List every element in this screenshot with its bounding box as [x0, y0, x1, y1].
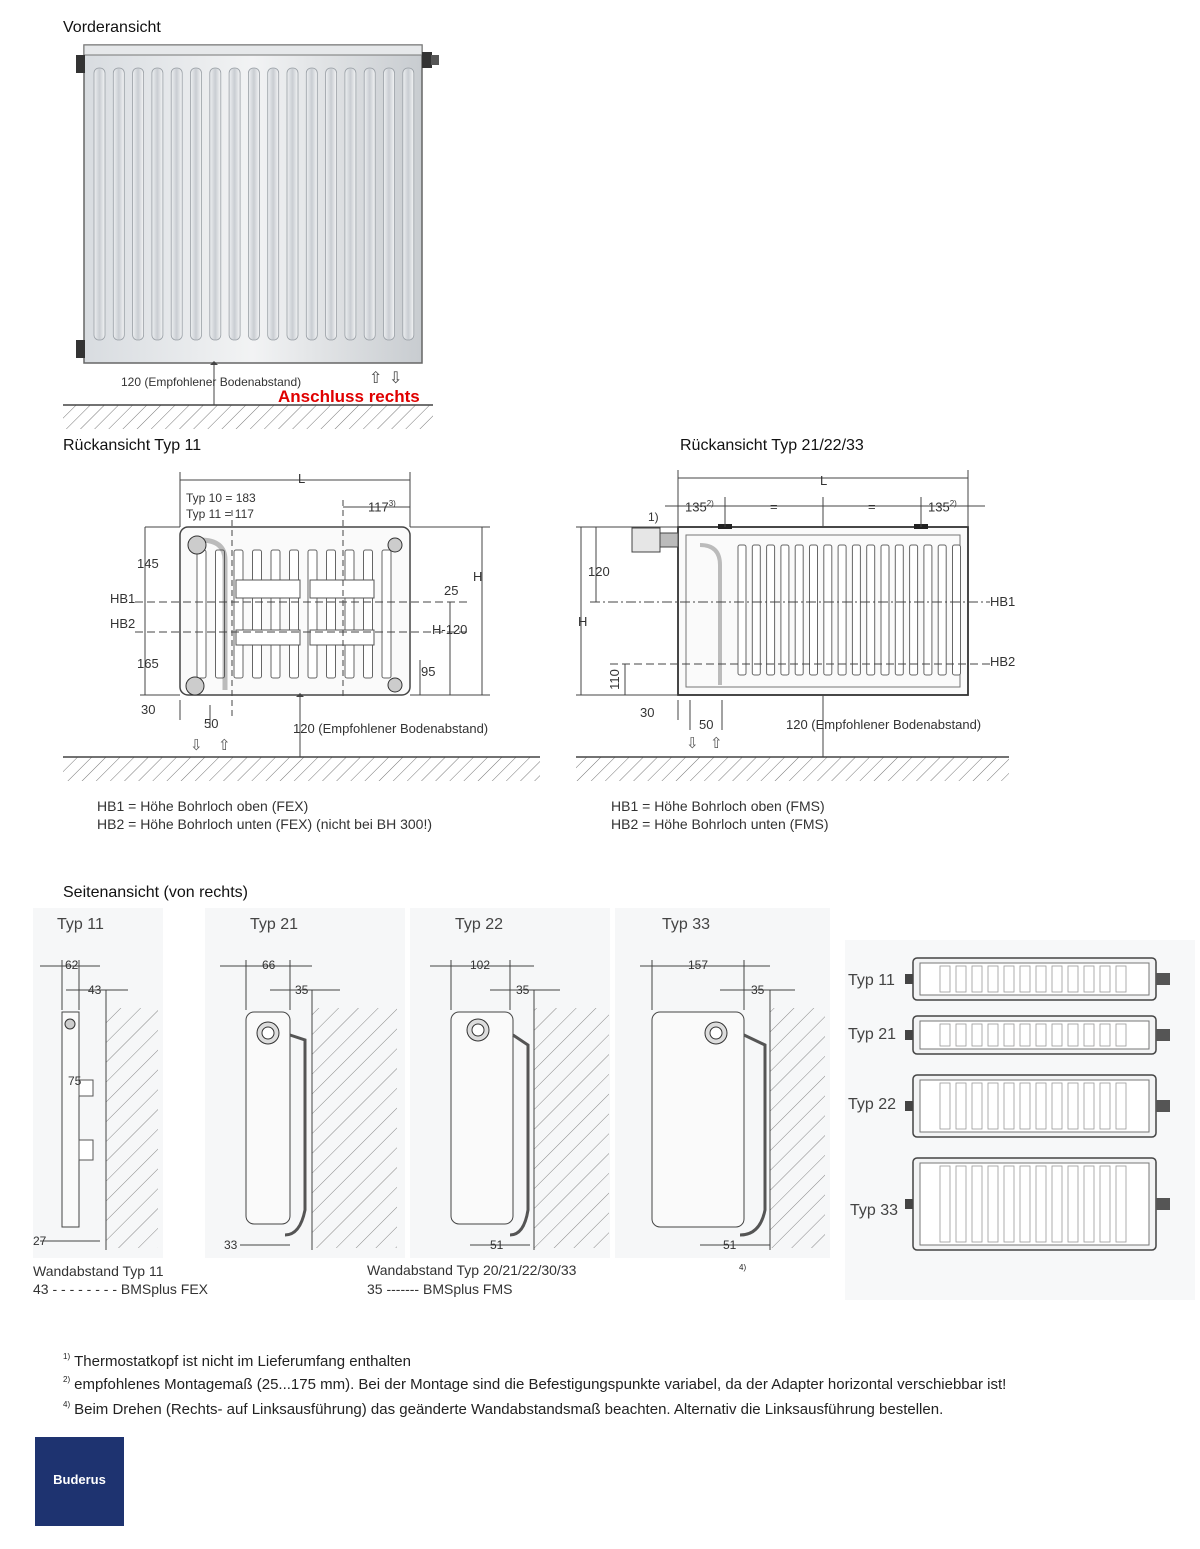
rear11-HB2: HB2 [110, 616, 136, 631]
rear11-d30: 30 [141, 702, 156, 717]
side-typ33-wall: 35 [751, 983, 765, 997]
top-view-typ11: Typ 11 [848, 972, 895, 989]
rear11-HB1: HB1 [110, 591, 136, 606]
top-view-typ33: Typ 33 [850, 1202, 899, 1219]
rear21-L: L [820, 473, 828, 488]
side-typ22-wall: 35 [516, 983, 530, 997]
svg-text:⇧: ⇧ [369, 370, 383, 387]
side-views [33, 908, 830, 1258]
side-typ22-label: Typ 22 [455, 916, 504, 933]
rear21-eq-left: = [770, 499, 778, 514]
rear11-legend-1: HB1 = Höhe Bohrloch oben (FEX) [97, 798, 309, 814]
rear21-legend-2: HB2 = Höhe Bohrloch unten (FMS) [611, 816, 829, 832]
rear11-d117: 117$^{3)}$ [368, 499, 396, 515]
side-typ33-bottom: 51 [723, 1238, 737, 1252]
rear11-floor-hatch [63, 757, 540, 781]
side-typ11-d75: 75 [68, 1074, 82, 1088]
footnote-4: $^{4)}$ Beim Drehen (Rechts- auf Linksausführung) das geänderte Wandabstandsmaß beachten. Alternativ die Linksausführung bestellen. [63, 1400, 944, 1418]
side-typ21-label: Typ 21 [250, 916, 299, 933]
rear21-d135-left: 135$^{2)}$ [685, 499, 714, 515]
side-typ11-wall: 43 [88, 983, 102, 997]
side-typ21-wall: 35 [295, 983, 309, 997]
rear21-legend-1: HB1 = Höhe Bohrloch oben (FMS) [611, 798, 825, 814]
rear21-d135-right: 135$^{2)}$ [928, 499, 957, 515]
rear21-HB2: HB2 [990, 654, 1016, 669]
side-typ11-width: 62 [65, 958, 79, 972]
rear21-floor-hatch [576, 757, 1009, 781]
rear11-floor-label: 120 (Empfohlener Bodenabstand) [293, 721, 489, 736]
rear21-d50: 50 [699, 717, 714, 732]
rear11-legend-2: HB2 = Höhe Bohrloch unten (FEX) (nicht bei BH 300!) [97, 816, 433, 832]
front-floor-hatch [63, 405, 433, 429]
svg-text:⇩: ⇩ [389, 370, 403, 387]
rear11-title: Rückansicht Typ 11 [63, 437, 202, 454]
side-typ33-label: Typ 33 [662, 916, 711, 933]
side-typ21-width: 66 [262, 958, 276, 972]
rear21-eq-right: = [868, 499, 876, 514]
rear21-H: H [578, 614, 588, 629]
rear21-d110: 110 [606, 669, 622, 690]
rear11-typ11: Typ 11 = 117 [186, 507, 254, 521]
footnote-2: $^{2)}$ empfohlenes Montagemaß (25...175 mm). Bei der Montage sind die Befestigungspunkte variabel, da der Adapter horizontal verschiebbar ist! [63, 1375, 1007, 1393]
side-view-title: Seitenansicht (von rechts) [63, 884, 248, 901]
rear11-d50: 50 [204, 716, 219, 731]
front-view-title: Vorderansicht [63, 19, 161, 36]
front-view-radiator [76, 45, 439, 405]
svg-text:⇧: ⇧ [218, 737, 231, 754]
rear21-title: Rückansicht Typ 21/22/33 [680, 437, 864, 454]
side-typ22-width: 102 [470, 958, 491, 972]
svg-text:⇧: ⇧ [710, 735, 723, 752]
side-typ33-width: 157 [688, 958, 709, 972]
rear11-dH120: H-120 [432, 622, 468, 637]
side-typ11-label: Typ 11 [57, 916, 104, 933]
wall20-line: 35 ------- BMSplus FMS [367, 1281, 513, 1297]
side-typ33-note: 4) [739, 1263, 747, 1272]
rear11-d145: 145 [137, 556, 159, 571]
buderus-logo: Buderus [35, 1437, 124, 1526]
top-view-typ22: Typ 22 [848, 1096, 897, 1113]
wall11-title: Wandabstand Typ 11 [33, 1263, 164, 1279]
wall11-line: 43 - - - - - - - - BMSplus FEX [33, 1281, 209, 1297]
top-view-typ21: Typ 21 [848, 1026, 897, 1043]
footnote-1: $^{1)}$ Thermostatkopf ist nicht im Lieferumfang enthalten [63, 1352, 411, 1370]
rear21-d30: 30 [640, 705, 655, 720]
rear21-floor-label: 120 (Empfohlener Bodenabstand) [786, 717, 982, 732]
svg-text:⇩: ⇩ [686, 735, 699, 752]
rear11-L: L [298, 471, 306, 486]
connection-label: Anschluss rechts [278, 387, 420, 406]
rear11-d25: 25 [444, 583, 459, 598]
rear11-d95: 95 [421, 664, 436, 679]
rear21-d120: 120 [588, 564, 610, 579]
svg-text:⇩: ⇩ [190, 737, 203, 754]
side-typ11-bottom: 27 [33, 1234, 47, 1248]
rear11-typ10: Typ 10 = 183 [186, 491, 256, 505]
rear21-note1: 1) [648, 510, 659, 524]
rear11-d165: 165 [137, 656, 159, 671]
wall20-title: Wandabstand Typ 20/21/22/30/33 [367, 1262, 577, 1278]
top-views [845, 940, 1195, 1300]
side-typ22-bottom: 51 [490, 1238, 504, 1252]
side-typ21-bottom: 33 [224, 1238, 238, 1252]
rear21-HB1: HB1 [990, 594, 1016, 609]
front-floor-label: 120 (Empfohlener Bodenabstand) [121, 375, 302, 389]
rear11-H: H [473, 569, 483, 584]
